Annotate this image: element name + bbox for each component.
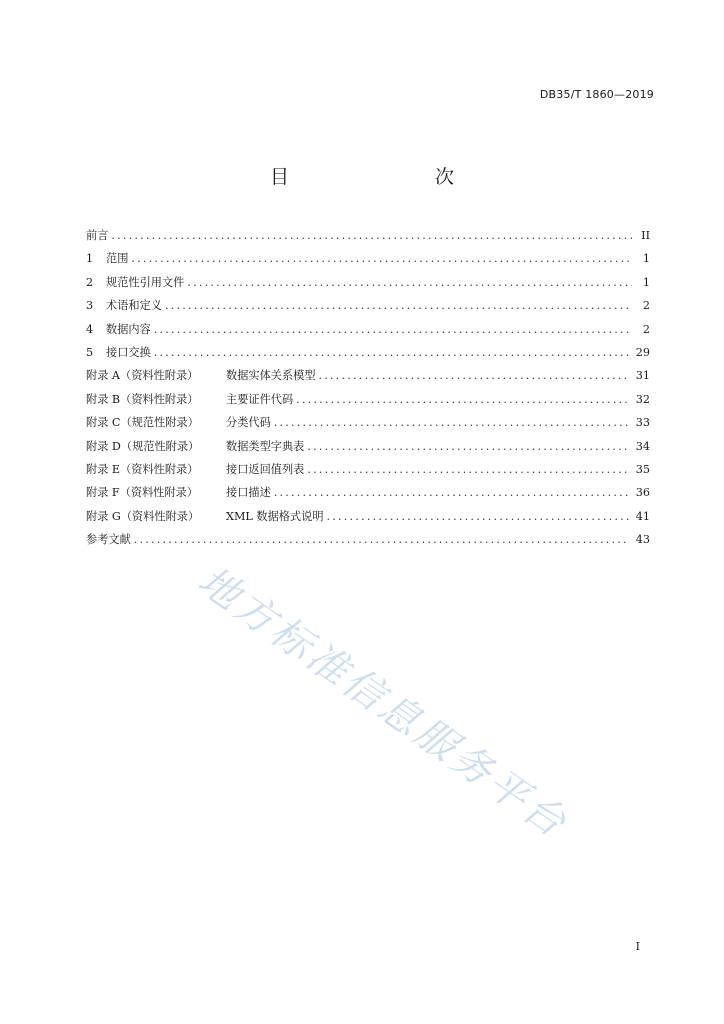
toc-entry-page: 1 <box>642 252 650 266</box>
toc-leader-dots <box>296 393 630 406</box>
toc-leader-dots <box>187 276 632 289</box>
toc-leader-dots <box>154 346 630 359</box>
toc-entry-page: 1 <box>642 275 650 289</box>
toc-entry-appendix-f[interactable] <box>86 484 650 507</box>
toc-entry-number: 2 <box>86 275 94 289</box>
toc-entry-page: 33 <box>635 416 650 430</box>
toc-appendix-label: 附录 G（资料性附录） <box>86 509 200 523</box>
toc-entry-appendix-a[interactable] <box>86 367 650 390</box>
toc-entry-appendix-e[interactable] <box>86 461 650 484</box>
toc-leader-dots <box>307 440 629 453</box>
toc-entry-4[interactable] <box>86 321 650 344</box>
toc-entry-text: 数据类型字典表 <box>226 439 305 453</box>
toc-entry-appendix-g[interactable] <box>86 508 650 531</box>
toc-entry-page: 2 <box>642 322 650 336</box>
page-title: 目 次 <box>269 166 490 188</box>
toc-appendix-label: 附录 F（资料性附录） <box>86 486 199 500</box>
toc-entry-2[interactable] <box>86 274 650 297</box>
toc-entry-text: 术语和定义 <box>106 299 162 313</box>
watermark: 地方标准信息服务平台 <box>189 557 577 848</box>
toc-entry-page: 2 <box>642 299 650 313</box>
toc-leader-dots <box>165 299 632 312</box>
toc-entry-appendix-b[interactable] <box>86 391 650 414</box>
toc-leader-dots <box>134 533 630 546</box>
toc-entry-page: 29 <box>635 345 650 359</box>
toc-entry-text: 前言 <box>86 229 109 242</box>
toc-entry-page: 31 <box>635 369 650 383</box>
toc-entry-appendix-d[interactable] <box>86 438 650 461</box>
toc-entry-appendix-c[interactable] <box>86 414 650 437</box>
toc-entry-page: II <box>641 229 650 242</box>
toc-entry-1[interactable] <box>86 250 650 273</box>
toc-entry-text: 主要证件代码 <box>226 392 294 406</box>
toc-entry-text: 参考文献 <box>86 533 131 547</box>
toc-entry-text: XML 数据格式说明 <box>226 509 324 523</box>
toc-entry-page: 41 <box>635 509 650 523</box>
toc-leader-dots <box>111 229 632 242</box>
toc-entry-3[interactable] <box>86 297 650 320</box>
toc-entry-number: 5 <box>86 345 94 359</box>
toc-entry-page: 35 <box>635 462 650 476</box>
toc-entry-page: 34 <box>635 439 650 453</box>
toc-entry-text: 接口描述 <box>226 486 271 500</box>
document-code: DB35/T 1860—2019 <box>539 88 654 101</box>
toc-leader-dots <box>327 510 630 523</box>
toc-appendix-label: 附录 D（规范性附录） <box>86 439 200 453</box>
toc-appendix-label: 附录 C（规范性附录） <box>86 416 199 430</box>
toc-entry-page: 32 <box>635 392 650 406</box>
toc-leader-dots <box>131 252 632 265</box>
toc-leader-dots <box>319 369 630 382</box>
toc-entry-text: 接口返回值列表 <box>226 462 305 476</box>
toc-entry-text: 规范性引用文件 <box>106 275 185 289</box>
toc-entry-text: 接口交换 <box>106 345 151 359</box>
toc-leader-dots <box>274 416 630 429</box>
toc-leader-dots <box>154 323 632 336</box>
toc-entry-text: 分类代码 <box>226 416 271 430</box>
toc-entry-text: 数据实体关系模型 <box>226 369 316 383</box>
toc-entry-text: 范围 <box>106 252 129 266</box>
toc-leader-dots <box>274 486 630 499</box>
toc-appendix-label: 附录 B（资料性附录） <box>86 392 199 406</box>
page-number: I <box>635 940 640 953</box>
toc-entry-text: 数据内容 <box>106 322 151 336</box>
toc-entry-5[interactable] <box>86 344 650 367</box>
toc-entry-page: 36 <box>635 486 650 500</box>
toc-appendix-label: 附录 A（资料性附录） <box>86 369 199 383</box>
toc-entry-references[interactable] <box>86 531 650 554</box>
table-of-contents <box>86 227 650 554</box>
toc-entry-number: 3 <box>86 299 94 313</box>
toc-entry-number: 4 <box>86 322 94 336</box>
toc-leader-dots <box>307 463 629 476</box>
toc-entry-number: 1 <box>86 252 94 266</box>
toc-entry-page: 43 <box>635 533 650 547</box>
toc-entry-foreword[interactable] <box>86 227 650 250</box>
toc-appendix-label: 附录 E（资料性附录） <box>86 462 199 476</box>
